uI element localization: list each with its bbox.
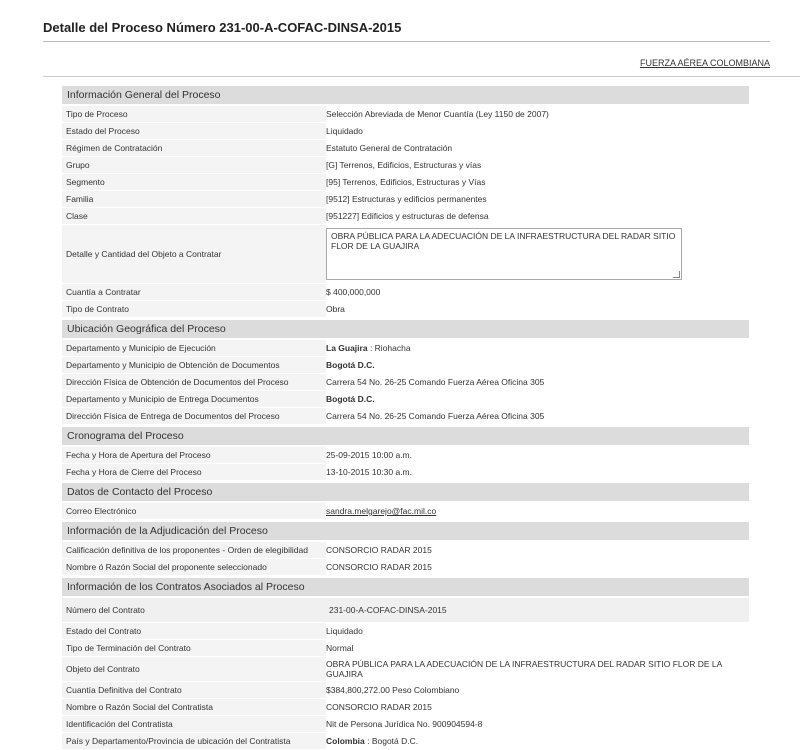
row-value: $ 400,000,000 (326, 284, 749, 300)
row-obtencion (62, 357, 749, 374)
row-estado-contrato (62, 623, 749, 640)
row-label: Número del Contrato (62, 598, 326, 622)
row-clase (62, 208, 749, 225)
row-value: Obra (326, 301, 749, 317)
row-label: Objeto del Contrato (62, 657, 326, 681)
row-cierre (62, 464, 749, 481)
detalle-textarea[interactable] (326, 228, 682, 280)
row-value: [95] Terrenos, Edificios, Estructuras y Vías (326, 174, 749, 190)
value-rest: : Bogotá D.C. (364, 736, 419, 746)
row-value: Carrera 54 No. 26-25 Comando Fuerza Aérea Oficina 305 (326, 374, 749, 390)
row-label: Departamento y Municipio de Entrega Documentos (62, 391, 326, 407)
row-cuantia-definitiva (62, 682, 749, 699)
row-identificacion (62, 716, 749, 733)
section-header-contratos: Información de los Contratos Asociados al Proceso (62, 578, 749, 596)
row-apertura (62, 447, 749, 464)
row-value: CONSORCIO RADAR 2015 (326, 542, 749, 558)
detalle-text: OBRA PÚBLICA PARA LA ADECUACIÓN DE LA INFRAESTRUCTURA DEL RADAR SITIO FLOR DE LA GUAJIRA (331, 231, 676, 251)
resize-grip-icon[interactable] (673, 271, 680, 278)
row-value: Carrera 54 No. 26-25 Comando Fuerza Aérea Oficina 305 (326, 408, 749, 424)
value-rest: : Riohacha (367, 343, 411, 353)
row-label: Familia (62, 191, 326, 207)
row-detalle (62, 225, 749, 284)
row-value: OBRA PÚBLICA PARA LA ADECUACIÓN DE LA INFRAESTRUCTURA DEL RADAR SITIO FLOR DE LA GUAJIRA (326, 657, 749, 681)
row-label: Fecha y Hora de Cierre del Proceso (62, 464, 326, 480)
row-value: Selección Abreviada de Menor Cuantía (Ley 1150 de 2007) (326, 106, 749, 122)
row-label: Departamento y Municipio de Ejecución (62, 340, 326, 356)
row-value: 231-00-A-COFAC-DINSA-2015 (326, 598, 749, 622)
row-value: $384,800,272.00 Peso Colombiano (326, 682, 749, 698)
section-header-adjudicacion: Información de la Adjudicación del Proceso (62, 522, 749, 540)
row-correo (62, 503, 749, 520)
row-label: Tipo de Terminación del Contrato (62, 640, 326, 656)
row-numero-contrato (62, 598, 749, 623)
entity-link[interactable]: FUERZA AÉREA COLOMBIANA (639, 58, 770, 68)
row-label: Calificación definitiva de los proponentes - Orden de elegibilidad (62, 542, 326, 558)
row-dir-obtencion (62, 374, 749, 391)
value-bold: La Guajira (326, 343, 368, 353)
row-label: Segmento (62, 174, 326, 190)
row-label: Régimen de Contratación (62, 140, 326, 156)
row-label: Dirección Física de Obtención de Documentos del Proceso (62, 374, 326, 390)
row-segmento (62, 174, 749, 191)
row-value: Bogotá D.C. (326, 391, 749, 407)
row-objeto-contrato (62, 657, 749, 682)
row-label: Clase (62, 208, 326, 224)
row-value: Normal (326, 640, 749, 656)
row-familia (62, 191, 749, 208)
row-value: Bogotá D.C. (326, 357, 749, 373)
row-label: Cuantía a Contratar (62, 284, 326, 300)
row-entrega (62, 391, 749, 408)
section-header-contacto: Datos de Contacto del Proceso (62, 483, 749, 501)
row-value: Liquidado (326, 623, 749, 639)
row-label: Grupo (62, 157, 326, 173)
row-value: 25-09-2015 10:00 a.m. (326, 447, 749, 463)
row-pais (62, 733, 749, 750)
row-value: Nit de Persona Jurídica No. 900904594-8 (326, 716, 749, 732)
row-grupo (62, 157, 749, 174)
row-label: País y Departamento/Provincia de ubicación del Contratista (62, 733, 326, 749)
row-value: CONSORCIO RADAR 2015 (326, 699, 749, 715)
row-value: Estatuto General de Contratación (326, 140, 749, 156)
row-label: Correo Electrónico (62, 503, 326, 519)
row-label: Nombre ó Razón Social del proponente seleccionado (62, 559, 326, 575)
row-value: Liquidado (326, 123, 749, 139)
row-terminacion (62, 640, 749, 657)
row-value (326, 733, 749, 749)
section-header-general: Información General del Proceso (62, 86, 749, 104)
row-label: Detalle y Cantidad del Objeto a Contratar (62, 225, 326, 283)
row-tipo-contrato (62, 301, 749, 318)
process-detail (62, 84, 749, 750)
row-label: Departamento y Municipio de Obtención de Documentos (62, 357, 326, 373)
row-label: Nombre o Razón Social del Contratista (62, 699, 326, 715)
row-value: CONSORCIO RADAR 2015 (326, 559, 749, 575)
row-value (326, 225, 749, 283)
section-header-cronograma: Cronograma del Proceso (62, 427, 749, 445)
row-regimen (62, 140, 749, 157)
row-tipo-proceso (62, 106, 749, 123)
row-nombre-proponente (62, 559, 749, 576)
row-label: Identificación del Contratista (62, 716, 326, 732)
row-dir-entrega (62, 408, 749, 425)
row-contratista (62, 699, 749, 716)
row-label: Estado del Proceso (62, 123, 326, 139)
row-value (326, 503, 749, 519)
row-ejecucion (62, 340, 749, 357)
row-label: Cuantía Definitiva del Contrato (62, 682, 326, 698)
row-cuantia (62, 284, 749, 301)
row-value (326, 340, 749, 356)
row-value: [G] Terrenos, Edificios, Estructuras y vías (326, 157, 749, 173)
row-label: Tipo de Proceso (62, 106, 326, 122)
divider (43, 76, 800, 77)
row-label: Dirección Física de Entrega de Documentos del Proceso (62, 408, 326, 424)
row-label: Estado del Contrato (62, 623, 326, 639)
row-estado-proceso (62, 123, 749, 140)
email-link[interactable]: sandra.melgarejo@fac.mil.co (326, 506, 437, 516)
row-calificacion (62, 542, 749, 559)
row-label: Tipo de Contrato (62, 301, 326, 317)
value-bold: Colombia (326, 736, 365, 746)
row-value: [951227] Edificios y estructuras de defensa (326, 208, 749, 224)
section-header-ubicacion: Ubicación Geográfica del Proceso (62, 320, 749, 338)
page-title: Detalle del Proceso Número 231-00-A-COFAC-DINSA-2015 (43, 20, 770, 42)
row-value: [9512] Estructuras y edificios permanentes (326, 191, 749, 207)
row-label: Fecha y Hora de Apertura del Proceso (62, 447, 326, 463)
row-value: 13-10-2015 10:30 a.m. (326, 464, 749, 480)
